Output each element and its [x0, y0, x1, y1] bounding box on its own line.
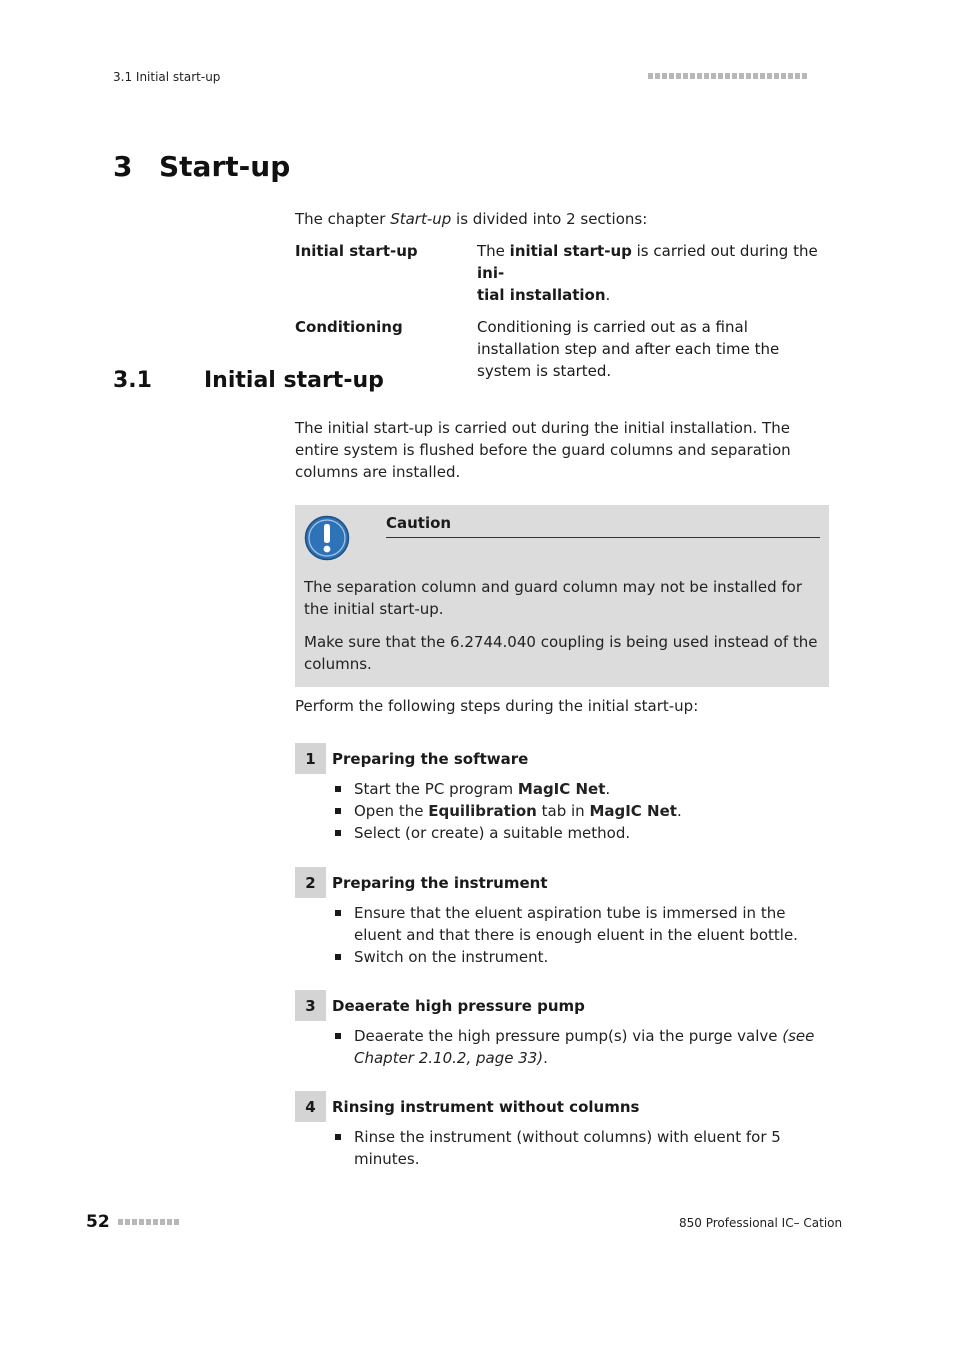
header-decoration-dots: [648, 73, 807, 79]
page-number: 52: [86, 1212, 110, 1232]
step-number: 1: [295, 743, 326, 774]
section-paragraph: The initial start-up is carried out during the initial installation. The entire system is flushed before the guard columns and separation columns are installed.: [295, 419, 791, 481]
step: [295, 1091, 829, 1170]
step-number: 3: [295, 990, 326, 1021]
step: [295, 743, 829, 844]
step-bullet-list: [295, 1025, 829, 1069]
step-header: [295, 990, 829, 1021]
definition-description: The initial start-up is carried out during the ini- tial installation.: [477, 242, 818, 304]
section-number: 3.1: [113, 368, 152, 393]
step-number: 2: [295, 867, 326, 898]
section-heading: [113, 368, 384, 393]
definition-term: Conditioning: [295, 318, 403, 336]
intro-emphasis: Start-up: [390, 210, 452, 228]
list-item: Ensure that the eluent aspiration tube is immersed in the eluent and that there is enough eluent in the eluent bottle.: [332, 902, 829, 946]
step: [295, 990, 829, 1069]
chapter-title: Start-up: [159, 150, 291, 183]
definition-description: Conditioning is carried out as a final installation step and after each time the system is started.: [477, 318, 780, 380]
footer-decoration-dots: [118, 1219, 179, 1225]
list-item: Open the Equilibration tab in MagIC Net.: [332, 800, 829, 822]
footer-page: [86, 1212, 179, 1232]
step-bullet-list: [295, 902, 829, 968]
definition-row: [295, 240, 829, 306]
step-header: [295, 867, 829, 898]
caution-paragraph: The separation column and guard column may not be installed for the initial start-up.: [304, 578, 802, 618]
section-title: Initial start-up: [204, 368, 384, 393]
exclamation-circle-icon: [304, 515, 350, 561]
list-item: Deaerate the high pressure pump(s) via the purge valve (see Chapter 2.10.2, page 33).: [332, 1025, 829, 1069]
step-header: [295, 1091, 829, 1122]
caution-body: [304, 576, 820, 686]
steps-intro: Perform the following steps during the initial start-up:: [295, 697, 699, 715]
list-item: Select (or create) a suitable method.: [332, 822, 829, 844]
footer-product: 850 Professional IC– Cation: [679, 1216, 843, 1230]
step-number: 4: [295, 1091, 326, 1122]
caution-box: [295, 505, 829, 687]
list-item: Switch on the instrument.: [332, 946, 829, 968]
step-title: Rinsing instrument without columns: [332, 1097, 640, 1116]
step-header: [295, 743, 829, 774]
chapter-number: 3: [113, 150, 133, 183]
step-title: Preparing the instrument: [332, 873, 548, 892]
intro-text: The chapter: [295, 210, 391, 228]
step-bullet-list: [295, 1126, 829, 1170]
chapter-intro: [295, 208, 647, 230]
list-item: Rinse the instrument (without columns) with eluent for 5 minutes.: [332, 1126, 829, 1170]
chapter-heading: [113, 150, 290, 183]
caution-title: Caution: [386, 513, 820, 538]
definition-term: Initial start-up: [295, 242, 418, 260]
step-bullet-list: [295, 778, 829, 844]
list-item: Start the PC program MagIC Net.: [332, 778, 829, 800]
running-header-section: 3.1 Initial start-up: [113, 70, 221, 84]
caution-paragraph: Make sure that the 6.2744.040 coupling is being used instead of the columns.: [304, 633, 818, 673]
step-title: Deaerate high pressure pump: [332, 996, 585, 1015]
step-title: Preparing the software: [332, 749, 529, 768]
step: [295, 867, 829, 968]
intro-text-end: is divided into 2 sections:: [451, 210, 648, 228]
